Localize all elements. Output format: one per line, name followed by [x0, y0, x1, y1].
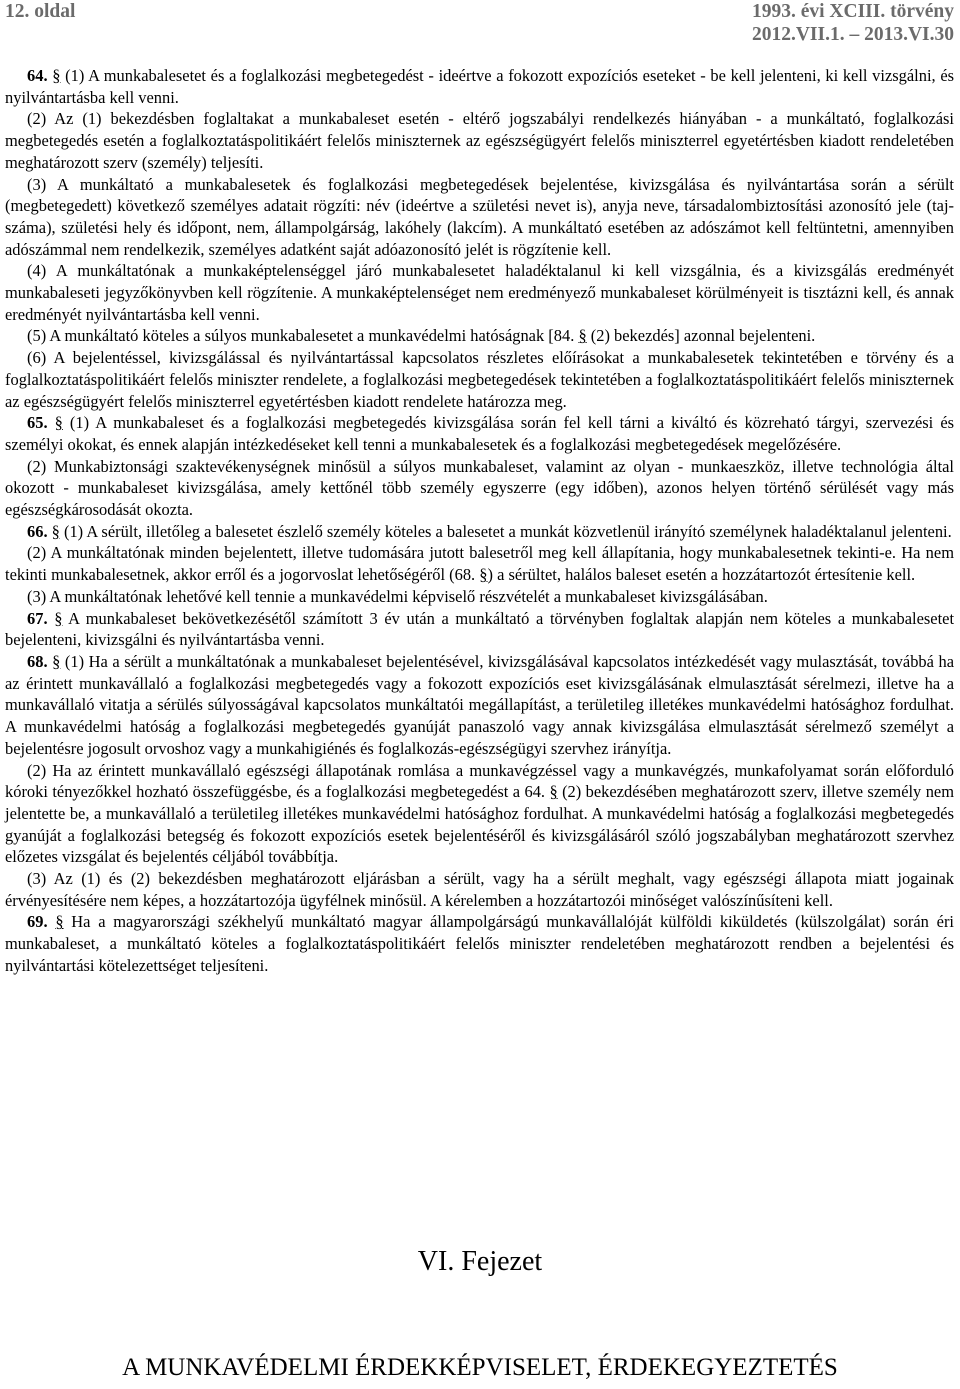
paragraph-text: (2) Munkabiztonsági szaktevékenységnek minősül a súlyos munkabaleset, valamint az olyan - munkaeszköz, illetve technológia által okozott - munkabaleset kivizsgálása, amely kettőnél több személy egyszerre (egy időben), azonos helyen történő sérülését vagy más egészségkárosodását okozta.	[5, 456, 954, 520]
section-paragraph	[5, 608, 954, 651]
law-title: 1993. évi XCIII. törvény	[751, 1, 954, 22]
paragraph-text: (2) Az (1) bekezdésben foglaltakat a munkabaleset esetén - eltérő jogszabályi rendelkezés hiányában - a munkáltató, foglalkozási megbetegedés esetén a foglalkoztatáspolitikáért felelős miniszternek az egészségügyért felelős miniszterrel egyetértésben kiadott rendeletében meghatározott szerv (személy) teljesíti.	[5, 109, 954, 172]
paragraph-text: ) a sérültet, halálos baleset esetén a hozzátartozót értesítenie kell.	[487, 565, 916, 585]
paragraph-text: (2) Ha az érintett munkavállaló egészségi állapotának romlása a munkavégzéssel vagy a munkavégzés, munkafolyamat során előforduló kóroki tényezőkkel hozható összefüggésbe, és a foglalkozási megbetegedést a 64.	[5, 760, 954, 802]
subsection-paragraph	[5, 760, 954, 869]
section-number: 64.	[27, 66, 48, 85]
section-sign: §	[55, 912, 64, 932]
page-number: 12. oldal	[5, 1, 76, 22]
chapter-title: A MUNKAVÉDELMI ÉRDEKKÉPVISELET, ÉRDEKEGYEZTETÉS	[122, 1354, 838, 1381]
section-number: 66.	[27, 521, 48, 541]
section-paragraph	[5, 911, 954, 976]
subsection-paragraph	[5, 542, 954, 585]
paragraph-text: Ha a magyarországi székhelyű munkáltató magyar állampolgárságú munkavállalóját külföldi kiküldetés (külszolgálat) során éri munkabaleset, a munkáltató köteles a foglalkoztatáspolitikáért felelős miniszter rendeletében meghatározott rendben a bejelentési és nyilvántartási kötelezettséget teljesíteni.	[5, 912, 954, 975]
paragraph-text: (3) A munkáltatónak lehetővé kell tennie a munkavédelmi képviselő részvételét a munkabaleset kivizsgálásában.	[27, 586, 768, 606]
paragraph-text: (3) Az (1) és (2) bekezdésben meghatározott eljárásban a sérült, vagy ha a sérült meghalt, vagy egészségi állapota miatt jogainak érvényesítésére nem képes, a hozzátartozója ügyfélnek minősül. A kérelemben a hozzátartozói minőséget valószínűsíteni kell.	[5, 869, 954, 910]
section-number: 69.	[27, 912, 48, 932]
paragraph-text: (4) A munkáltatónak a munkaképtelenséggel járó munkabalesetet haladéktalanul ki kell vizsgálnia, és a kivizsgálás eredményét munkabaleseti jegyzőkönyvben kell rögzítenie. A munkaképtelenséget nem eredményező munkabaleset körülményeit is tisztázni kell, és annak eredményét nyilvántartásba kell venni.	[5, 261, 954, 324]
paragraph-text: (2) A munkáltatónak minden bejelentett, illetve tudomására jutott balesetről meg kell állapítania, hogy munkabalesetnek tekinti-e. Ha nem tekinti munkabalesetnek, akkor erről és a jogorvoslat lehetőségéről (68.	[5, 543, 954, 585]
section-sign: §	[578, 326, 587, 346]
paragraph-text: (1) Ha a sérült a munkáltatónak a munkabaleset bejelentésével, kivizsgálásával kapcsolatos intézkedését vagy mulasztását, továbbá ha az érintett munkavállaló a foglalkozási megbetegedés vagy a fokozott expozíciós eset kivizsgálásának elmulasztását sérelmezi, illetve ha a munkavállaló vitatja a sérülés súlyosságával kapcsolatos munkáltatói megállapítást, a területileg illetékes munkavédelmi hatósághoz fordulhat. A munkavédelmi hatóság a foglalkozási megbetegedés gyanúját panaszoló vagy annak kivizsgálása elmulasztását sérelmező személyt a bejelentésre jogosult orvoshoz vagy a munkahigiénés és foglalkozás-egészségügyi szervhez irányítja.	[5, 651, 955, 758]
subsection-paragraph	[5, 260, 954, 325]
section-sign: §	[54, 608, 63, 628]
paragraph-text: (1) A sérült, illetőleg a balesetet észlelő személy köteles a balesetet a munkát közvetlenül irányító személynek haladéktalanul jelenteni.	[59, 521, 952, 541]
document-body	[5, 65, 954, 977]
subsection-paragraph	[5, 108, 954, 173]
section-number: 65.	[27, 413, 48, 433]
section-sign: §	[54, 413, 63, 433]
paragraph-text: A munkabaleset bekövetkezésétől számított 3 év után a munkáltató a törvényben foglaltak alapján nem köteles a munkabalesetet bejelenteni, kivizsgálni és nyilvántartásba venni.	[5, 608, 955, 650]
paragraph-text: (1) A munkabaleset és a foglalkozási megbetegedés kivizsgálása során fel kell tárni a kiváltó és közreható tárgyi, szervezési és személyi okokat, és ennek alapján intézkedéseket kell tenni a munkabalesetek és a foglalkozási megbetegedések megelőzésére.	[5, 413, 955, 454]
subsection-paragraph	[5, 868, 954, 911]
paragraph-text: (6) A bejelentéssel, kivizsgálással és nyilvántartással kapcsolatos részletes előírásokat a munkabalesetek tekintetében e törvény és a foglalkoztatáspolitikáért felelős miniszter rendelete, a foglalkozási megbetegedések tekintetében a foglalkoztatáspolitikáért felelős miniszternek az egészségügyért felelős miniszterrel egyetértésben kiadott rendelete határozza meg.	[5, 348, 954, 411]
section-paragraph	[5, 65, 954, 108]
section-sign: §	[51, 521, 60, 541]
subsection-paragraph	[5, 174, 954, 261]
subsection-paragraph	[5, 456, 954, 521]
section-sign: §	[52, 651, 61, 671]
paragraph-text: (3) A munkáltató a munkabalesetek és foglalkozási megbetegedések bejelentése, kivizsgálása és nyilvántartása során a sérült (megbetegedett) következő személyes adatait rögzíti: név (ideértve a születési nevet is), anyja neve, társadalombiztosítási azonosító jele (taj-száma), születési hely és időpont, nem, állampolgárság, lakóhely (lakcím). A munkáltató esetében az adószámot kell feltüntetni, amennyiben adószámmal nem rendelkezik, személyes adatként saját adóazonosító jelét is rögzítenie kell.	[5, 174, 954, 259]
section-paragraph	[5, 521, 954, 543]
subsection-paragraph	[5, 586, 954, 608]
section-sign: §	[479, 565, 488, 585]
section-number: 68.	[27, 651, 48, 671]
paragraph-text: (1) A munkabalesetet és a foglalkozási megbetegedést - ideértve a fokozott expozíciós eseteket - be kell jelenteni, ki kell vizsgálni, és nyilvántartásba kell venni.	[5, 66, 955, 107]
paragraph-text: (5) A munkáltató köteles a súlyos munkabalesetet a munkavédelmi hatóságnak [84.	[27, 326, 579, 346]
chapter-number: VI. Fejezet	[417, 1246, 543, 1277]
paragraph-text: (2) bekezdés] azonnal bejelenteni.	[586, 326, 816, 346]
section-paragraph	[5, 412, 954, 455]
paragraph-text: (2) bekezdésében meghatározott szerv, illetve személy nem jelentette be, a munkavállaló a területileg illetékes munkavédelmi hatósághoz fordulhat. A munkavédelmi hatóság a foglalkozási megbetegedés gyanúját a foglalkozási betegség és fokozott expozíciós esetek bejelentéséről és kivizsgálásáról szóló jogszabályban meghatározott szervhez előzetes vizsgálat és bejelentés céljából továbbítja.	[5, 782, 954, 867]
subsection-paragraph	[5, 325, 954, 347]
section-number: 67.	[27, 608, 48, 628]
section-paragraph	[5, 651, 954, 760]
section-sign: §	[52, 66, 61, 85]
section-sign: §	[549, 782, 558, 802]
law-period: 2012.VII.1. – 2013.VI.30	[751, 24, 954, 45]
subsection-paragraph	[5, 347, 954, 412]
page-header	[0, 0, 960, 44]
